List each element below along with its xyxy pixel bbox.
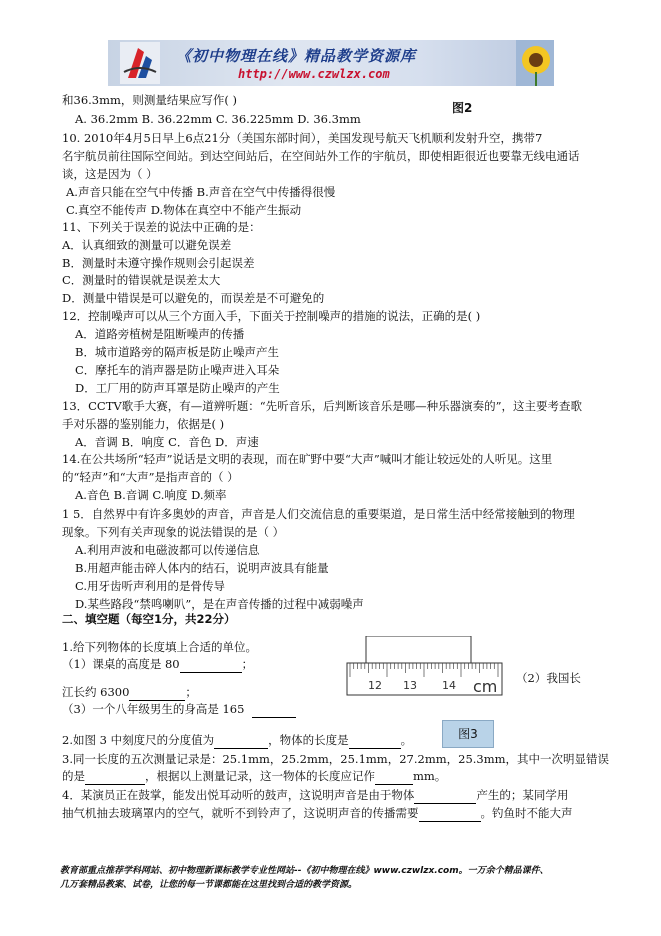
fill-q3-c: ，根据以上测量记录，这一物体的长度应记作 — [145, 769, 375, 783]
question-line: 14.在公共场所“轻声”说话是文明的表现，而在旷野中要“大声”喊叫才能让较远处的人听见。这里 — [62, 452, 553, 466]
fill-q3-line2 — [62, 769, 446, 785]
question-line: C．测量时的错误就是误差太大 — [62, 273, 221, 287]
fill-q3-b: 的是 — [62, 769, 85, 783]
question-line: B.用超声能击碎人体内的结石，说明声波具有能量 — [75, 561, 329, 575]
fill-q4-b: 产生的；某同学用 — [476, 788, 569, 802]
fill-q1-2b-text: 江长约 6300 — [62, 685, 130, 699]
fill-q2-b: ，物体的长度是 — [268, 733, 349, 747]
site-banner — [108, 40, 554, 86]
fill-q1-3-text: （3）一个八年级男生的身高是 165 — [62, 702, 245, 716]
fill-q4-line2 — [62, 806, 573, 822]
answer-blank[interactable] — [349, 733, 401, 749]
question-line: 11、下列关于误差的说法中正确的是： — [62, 220, 261, 234]
question-line: 12．控制噪声可以从三个方面入手，下面关于控制噪声的措施的说法，正确的是( ) — [62, 309, 481, 323]
fill-q1: 1.给下列物体的长度填上合适的单位。 — [62, 640, 257, 654]
question-line: B．城市道路旁的隔声板是防止噪声产生 — [75, 345, 279, 359]
question-line: A．认真细致的测量可以避免误差 — [62, 238, 232, 252]
sunflower-icon — [516, 40, 554, 86]
fill-q3-end: mm。 — [413, 769, 447, 783]
fill-q4-c: 抽气机抽去玻璃罩内的空气，就听不到铃声了，这说明声音的传播需要 — [62, 806, 419, 820]
figure-3-label: 图3 — [442, 720, 494, 748]
banner-title: 《初中物理在线》精品教学资源库 — [176, 47, 417, 65]
question-line: D．测量中错误是可以避免的，而误差是不可避免的 — [62, 291, 325, 305]
question-line: D．工厂用的防声耳罩是防止噪声的产生 — [75, 381, 280, 395]
question-line: B．测量时未遵守操作规则会引起误差 — [62, 256, 255, 270]
section-2-title: 二、填空题（每空1分，共22分） — [62, 612, 236, 626]
question-line: 13．CCTV歌手大赛，有—道辨听题：“先听音乐，后判断该音乐是哪—种乐器演奏的”，这主要考查歌 — [62, 399, 582, 413]
question-line: 10. 2010年4月5日早上6点21分（美国东部时间），美国发现号航天飞机顺利发射升空，携带7 — [62, 131, 543, 145]
answer-blank[interactable] — [252, 702, 296, 718]
question-line: 谈，这是因为（ ） — [62, 167, 158, 181]
site-logo-icon — [120, 42, 160, 84]
fill-q4-line1 — [62, 788, 568, 804]
fill-q4-d: 。钓鱼时不能大声 — [480, 806, 573, 820]
question-line: A.利用声波和电磁波都可以传递信息 — [75, 543, 260, 557]
fill-q1-1 — [62, 657, 253, 673]
question-line: 和36.3mm，则测量结果应写作( ) — [62, 93, 238, 107]
answer-blank[interactable] — [180, 657, 242, 673]
banner-url[interactable]: http://www.czwlzx.com — [238, 67, 390, 81]
fill-q1-2: （2）我国长 — [516, 671, 581, 685]
question-line: 手对乐器的鉴别能力，依据是( ) — [62, 417, 225, 431]
fill-q1-1-end: ； — [241, 657, 254, 671]
fill-q1-2b-end: ； — [185, 685, 197, 699]
footer-line-2: 几万套精品教案、试卷，让您的每一节课都能在这里找到合适的教学资源。 — [60, 880, 358, 890]
question-line: 现象。下列有关声现象的说法错误的是（ ） — [62, 525, 285, 539]
question-line: A.声音只能在空气中传播 B.声音在空气中传播得很慢 — [66, 185, 336, 199]
answer-blank[interactable] — [129, 685, 185, 701]
fill-q1-1-text: （1）课桌的高度是 80 — [62, 657, 180, 671]
question-line: C.真空不能传声 D.物体在真空中不能产生振动 — [66, 203, 302, 217]
fill-q2 — [62, 733, 412, 749]
footer-line-1: 教育部重点推荐学科网站、初中物理新课标教学专业性网站--《初中物理在线》www.czwlzx.com。一万余个精品课件、 — [60, 866, 549, 876]
question-line: C．摩托车的消声器是防止噪声进入耳朵 — [75, 363, 280, 377]
question-line: D.某些路段“禁鸣喇叭”，是在声音传播的过程中减弱噪声 — [75, 597, 364, 611]
ruler-tick-label-12: 12 — [368, 679, 382, 692]
ruler-tick-label-14: 14 — [442, 679, 456, 692]
question-line: 1 5．自然界中有许多奥妙的声音，声音是人们交流信息的重要渠道，是日常生活中经常接触到的物理 — [62, 507, 575, 521]
answer-blank[interactable] — [214, 733, 268, 749]
answer-blank[interactable] — [85, 769, 145, 785]
fill-q1-3 — [62, 702, 296, 718]
answer-blank[interactable] — [419, 806, 481, 822]
ruler-unit: cm — [473, 677, 498, 696]
question-line: A．音调 B．响度 C．音色 D．声速 — [75, 435, 259, 449]
answer-blank[interactable] — [414, 788, 476, 804]
figure-2-label: 图2 — [452, 101, 473, 115]
question-line: 名宇航员前往国际空间站。到达空间站后，在空间站外工作的宇航员，即使相距很近也要靠无线电通话 — [62, 149, 580, 163]
answer-blank[interactable] — [375, 769, 413, 785]
question-line: 的“轻声”和“大声”是指声音的（ ） — [62, 470, 239, 484]
fill-q2-a: 2.如图 3 中刻度尺的分度值为 — [62, 733, 215, 747]
fill-q1-2b — [62, 685, 197, 701]
question-line: A. 36.2mm B. 36.22mm C. 36.225mm D. 36.3mm — [75, 112, 361, 126]
ruler-figure — [346, 636, 503, 696]
fill-q3-line1: 3.同一长度的五次测量记录是：25.1mm，25.2mm，25.1mm，27.2mm，25.3mm，其中一次明显错误 — [62, 752, 610, 766]
question-line: C.用牙齿听声利用的是骨传导 — [75, 579, 226, 593]
ruler-tick-label-13: 13 — [403, 679, 417, 692]
fill-q2-end: 。 — [400, 733, 413, 747]
question-line: A.音色 B.音调 C.响度 D.频率 — [75, 488, 227, 502]
question-line: A．道路旁植树是阻断噪声的传播 — [75, 327, 245, 341]
fill-q4-a: 4．某演员正在鼓掌，能发出悦耳动听的鼓声，这说明声音是由于物体 — [62, 788, 415, 802]
